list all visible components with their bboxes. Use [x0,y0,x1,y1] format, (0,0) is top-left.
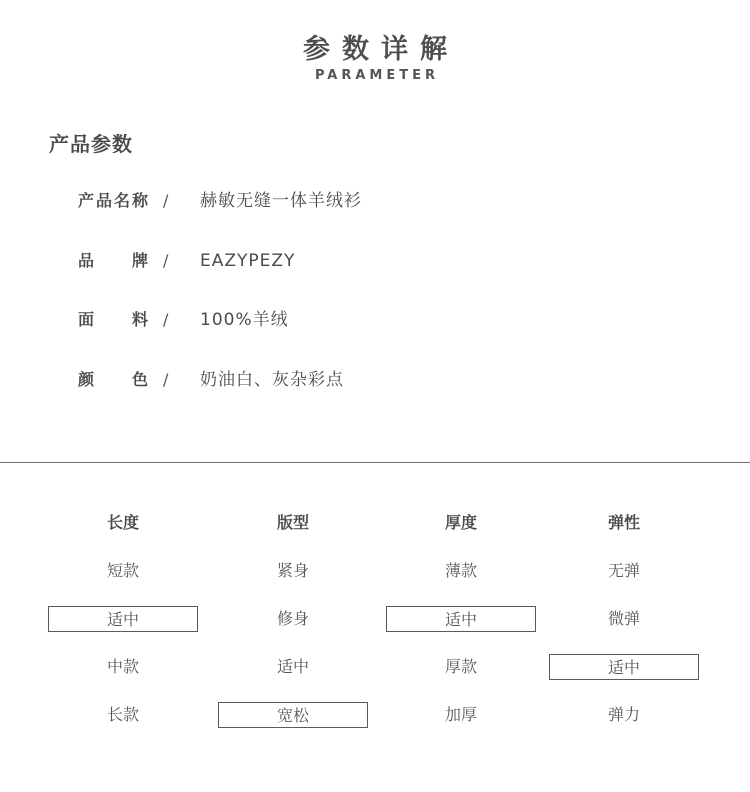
spec-option: 紧身 [276,561,309,580]
spec-column-elasticity [549,505,699,728]
spec-column-header: 长度 [106,513,139,532]
param-label: 品牌 [78,251,148,270]
param-value: 赫敏无缝一体羊绒衫 [200,191,362,211]
spec-option: 修身 [276,609,309,628]
spec-option: 长款 [106,705,139,724]
spec-column-header: 厚度 [444,513,477,532]
param-row-color [0,365,750,395]
param-slash: / [163,251,169,270]
param-label: 面料 [78,310,148,329]
param-label: 颜色 [78,370,148,389]
section-divider [0,462,750,463]
page-subtitle: PARAMETER [314,68,440,83]
spec-option: 弹力 [607,705,640,724]
spec-column-header: 版型 [276,513,309,532]
spec-option-selected: 适中 [549,654,699,680]
spec-option: 加厚 [444,705,477,724]
spec-option: 短款 [106,561,139,580]
spec-column-fit [218,505,368,728]
param-slash: / [163,310,169,329]
page-title: 参数详解 [303,34,459,65]
spec-option: 适中 [276,657,309,676]
param-row-name [0,186,750,216]
param-row-brand [0,246,750,276]
param-slash: / [163,191,169,210]
param-value: EAZYPEZY [200,251,296,271]
spec-option: 中款 [106,657,139,676]
param-row-fabric [0,305,750,335]
param-slash: / [163,370,169,389]
spec-column-length [48,505,198,728]
section-title: 产品参数 [49,132,133,156]
spec-option: 薄款 [444,561,477,580]
spec-option: 无弹 [607,561,640,580]
spec-option-selected: 适中 [48,606,198,632]
param-value: 奶油白、灰杂彩点 [200,370,344,390]
spec-column-thickness [386,505,536,728]
param-value: 100%羊绒 [200,310,289,330]
spec-option: 厚款 [444,657,477,676]
spec-option-selected: 适中 [386,606,536,632]
spec-option: 微弹 [607,609,640,628]
spec-column-header: 弹性 [607,513,640,532]
param-label: 产品名称 [78,191,148,210]
spec-option-selected: 宽松 [218,702,368,728]
